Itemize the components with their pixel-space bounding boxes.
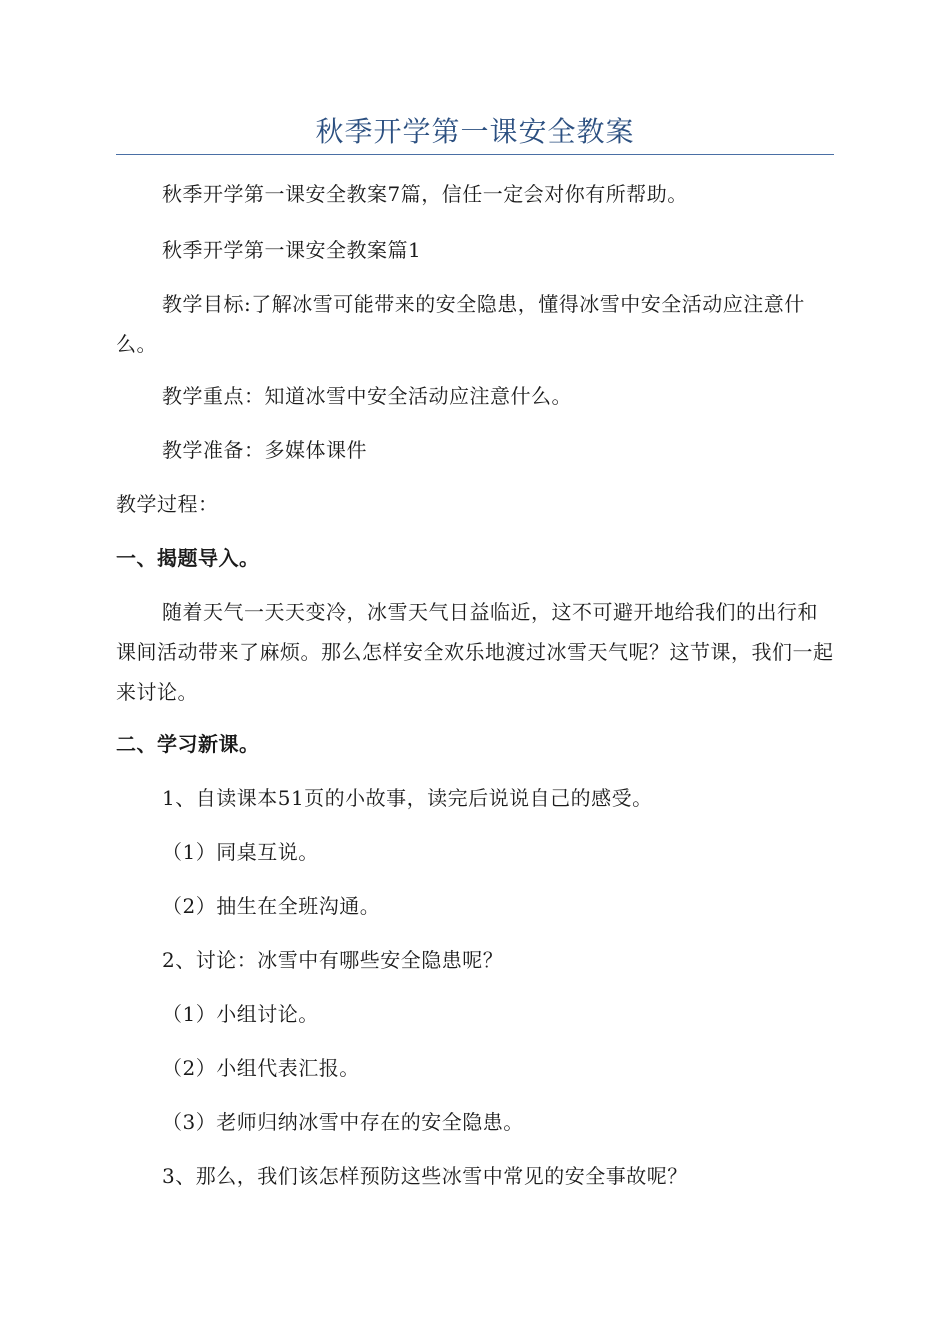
teaching-process-label: 教学过程：: [116, 492, 219, 516]
section-heading-new-lesson: 二、学习新课。: [116, 732, 260, 756]
teaching-goal: 教学目标:了解冰雪可能带来的安全隐患，懂得冰雪中安全活动应注意什么。: [116, 292, 805, 356]
title-underline: [116, 154, 834, 155]
list-item: 1、自读课本51页的小故事，读完后说说自己的感受。: [162, 786, 653, 810]
intro-paragraph: 秋季开学第一课安全教案7篇，信任一定会对你有所帮助。: [162, 182, 688, 206]
intro-section-body: 随着天气一天天变冷，冰雪天气日益临近，这不可避开地给我们的出行和课间活动带来了麻烦。那么怎样安全欢乐地渡过冰雪天气呢？这节课，我们一起来讨论。: [116, 600, 834, 704]
list-item: （1）小组讨论。: [162, 1002, 319, 1026]
list-item: 3、那么，我们该怎样预防这些冰雪中常见的安全事故呢？: [162, 1164, 688, 1188]
list-item: （1）同桌互说。: [162, 840, 319, 864]
list-item: （2）小组代表汇报。: [162, 1056, 360, 1080]
list-item: 2、讨论：冰雪中有哪些安全隐患呢？: [162, 948, 504, 972]
list-item: （2）抽生在全班沟通。: [162, 894, 381, 918]
lesson-heading: 秋季开学第一课安全教案篇1: [162, 238, 422, 262]
teaching-preparation: 教学准备：多媒体课件: [162, 438, 367, 462]
teaching-focus: 教学重点：知道冰雪中安全活动应注意什么。: [162, 384, 572, 408]
document-title: 秋季开学第一课安全教案: [315, 115, 635, 148]
section-heading-intro: 一、揭题导入。: [116, 546, 260, 570]
list-item: （3）老师归纳冰雪中存在的安全隐患。: [162, 1110, 524, 1134]
